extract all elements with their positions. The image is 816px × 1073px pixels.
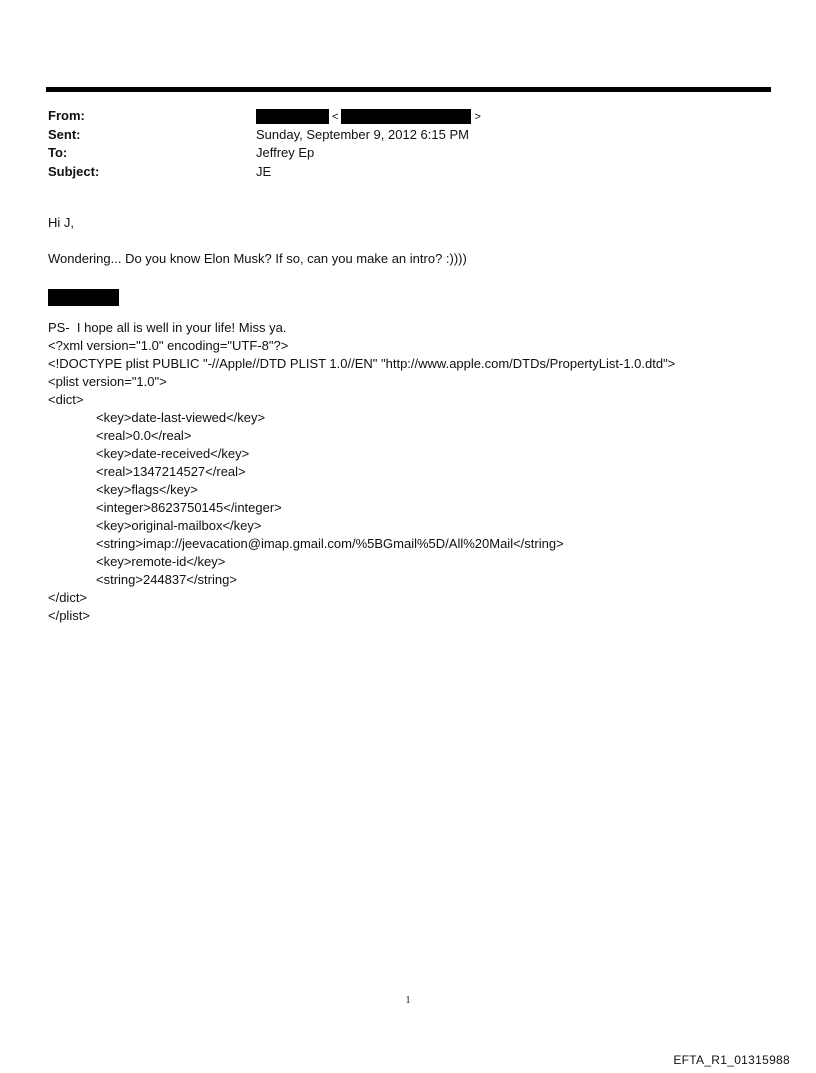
sent-value: Sunday, September 9, 2012 6:15 PM bbox=[256, 126, 469, 142]
sent-row bbox=[48, 126, 748, 145]
from-close-bracket: > bbox=[474, 111, 481, 123]
plist-dict-line: <key>date-last-viewed</key> bbox=[96, 410, 266, 425]
ps-text: PS- I hope all is well in your life! Miss ya. bbox=[48, 320, 287, 335]
from-label: From: bbox=[48, 108, 85, 123]
plist-dict-line: <key>remote-id</key> bbox=[96, 554, 226, 569]
spacer bbox=[48, 268, 788, 286]
plist-dict-line: <key>date-received</key> bbox=[96, 446, 250, 461]
email-header bbox=[48, 107, 748, 181]
plist-dict-line: <real>0.0</real> bbox=[96, 428, 192, 443]
plist-dict-line: <string>244837</string> bbox=[96, 572, 237, 587]
plist-line: <?xml version="1.0" encoding="UTF-8"?> bbox=[48, 338, 289, 353]
top-rule bbox=[46, 87, 771, 92]
from-value bbox=[256, 107, 484, 127]
plist-line: <plist version="1.0"> bbox=[48, 374, 167, 389]
greeting: Hi J, bbox=[48, 215, 74, 230]
spacer bbox=[48, 232, 788, 250]
subject-row bbox=[48, 163, 748, 182]
redacted-sender-email bbox=[341, 109, 471, 124]
to-row bbox=[48, 144, 748, 163]
page-number: 1 bbox=[405, 995, 411, 1006]
plist-dict-line: <key>flags</key> bbox=[96, 482, 198, 497]
plist-block bbox=[48, 337, 788, 625]
sent-label: Sent: bbox=[48, 126, 81, 142]
plist-dict-line: <integer>8623750145</integer> bbox=[96, 500, 282, 515]
plist-close-line: </plist> bbox=[48, 608, 90, 623]
plist-dict-line: <string>imap://jeevacation@imap.gmail.com/%5BGmail%5D/All%20Mail</string> bbox=[96, 536, 564, 551]
plist-close-line: </dict> bbox=[48, 590, 88, 605]
to-label: To: bbox=[48, 145, 68, 160]
redacted-sender-name bbox=[256, 109, 329, 124]
plist-line: <!DOCTYPE plist PUBLIC "-//Apple//DTD PLIST 1.0//EN" "http://www.apple.com/DTDs/PropertyList-1.0.dtd"> bbox=[48, 356, 676, 371]
subject-value: JE bbox=[256, 163, 272, 179]
plist-dict-line: <key>original-mailbox</key> bbox=[96, 518, 262, 533]
plist-dict-line: <real>1347214527</real> bbox=[96, 464, 246, 479]
redacted-signature bbox=[48, 289, 119, 306]
subject-label: Subject: bbox=[48, 163, 100, 179]
message-text: Wondering... Do you know Elon Musk? If so, can you make an intro? :)))) bbox=[48, 251, 467, 266]
plist-line: <dict> bbox=[48, 392, 84, 407]
email-body bbox=[48, 214, 788, 625]
to-value: Jeffrey Ep bbox=[256, 145, 315, 160]
document-id: EFTA_R1_01315988 bbox=[673, 1053, 790, 1067]
from-row bbox=[48, 107, 748, 126]
from-open-bracket: < bbox=[332, 111, 339, 123]
